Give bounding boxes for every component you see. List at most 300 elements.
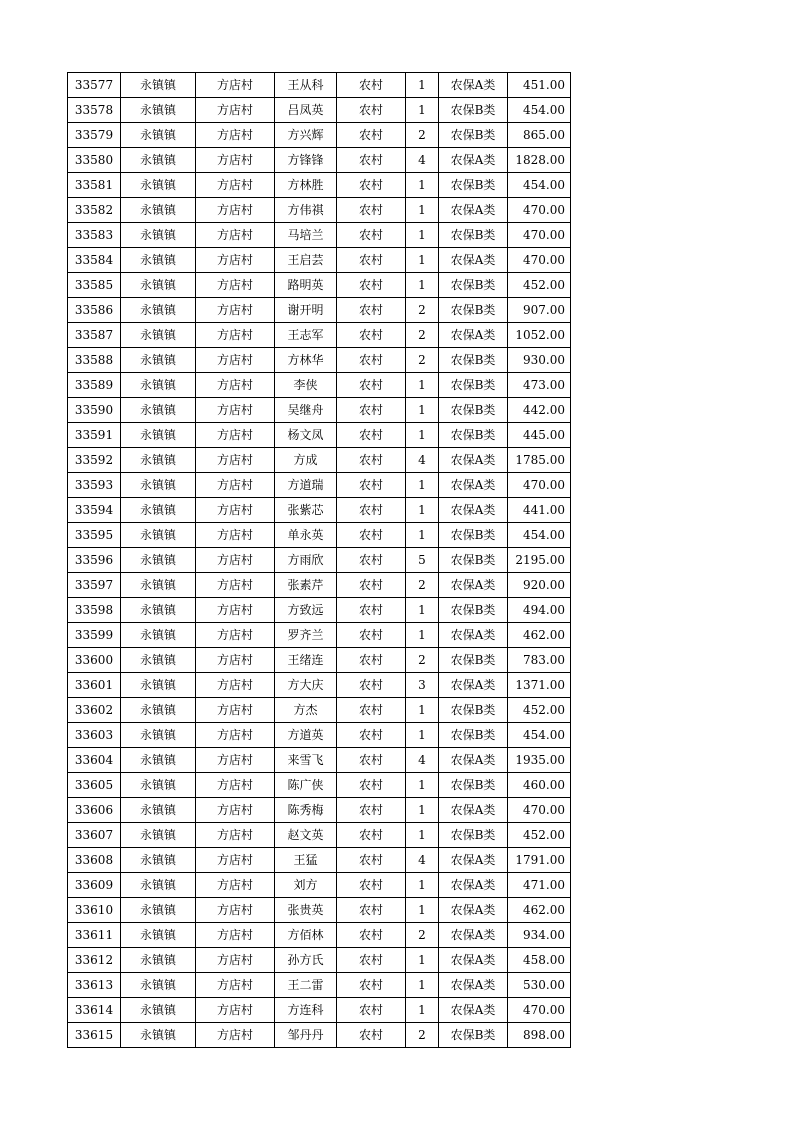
insurance-category-cell: 农保B类 [439,698,508,723]
name-cell: 方大庆 [275,673,337,698]
town-cell: 永镇镇 [121,573,196,598]
insurance-category-cell: 农保B类 [439,123,508,148]
table-row [68,623,571,648]
name-cell: 王启芸 [275,248,337,273]
record-id-cell: 33605 [68,773,121,798]
household-count-cell: 4 [406,748,439,773]
record-id-cell: 33597 [68,573,121,598]
table-row [68,98,571,123]
household-count-cell: 1 [406,248,439,273]
record-id-cell: 33613 [68,973,121,998]
area-type-cell: 农村 [337,748,406,773]
area-type-cell: 农村 [337,648,406,673]
household-count-cell: 2 [406,648,439,673]
insurance-category-cell: 农保B类 [439,823,508,848]
village-cell: 方店村 [196,223,275,248]
town-cell: 永镇镇 [121,248,196,273]
household-count-cell: 1 [406,223,439,248]
area-type-cell: 农村 [337,548,406,573]
record-id-cell: 33581 [68,173,121,198]
area-type-cell: 农村 [337,223,406,248]
area-type-cell: 农村 [337,373,406,398]
table-row [68,598,571,623]
record-id-cell: 33583 [68,223,121,248]
village-cell: 方店村 [196,623,275,648]
name-cell: 王二雷 [275,973,337,998]
name-cell: 张贵英 [275,898,337,923]
record-id-cell: 33599 [68,623,121,648]
table-row [68,723,571,748]
table-row [68,498,571,523]
insurance-category-cell: 农保B类 [439,223,508,248]
area-type-cell: 农村 [337,398,406,423]
village-cell: 方店村 [196,698,275,723]
household-count-cell: 1 [406,473,439,498]
amount-cell: 1935.00 [508,748,571,773]
village-cell: 方店村 [196,248,275,273]
insurance-category-cell: 农保B类 [439,373,508,398]
amount-cell: 470.00 [508,223,571,248]
household-count-cell: 2 [406,123,439,148]
name-cell: 陈广侠 [275,773,337,798]
table-row [68,548,571,573]
household-count-cell: 1 [406,723,439,748]
amount-cell: 470.00 [508,248,571,273]
record-id-cell: 33588 [68,348,121,373]
household-count-cell: 1 [406,98,439,123]
table-row [68,923,571,948]
records-table-body [68,73,571,1048]
amount-cell: 462.00 [508,623,571,648]
table-row [68,73,571,98]
record-id-cell: 33596 [68,548,121,573]
insurance-category-cell: 农保B类 [439,98,508,123]
amount-cell: 934.00 [508,923,571,948]
town-cell: 永镇镇 [121,73,196,98]
area-type-cell: 农村 [337,998,406,1023]
area-type-cell: 农村 [337,598,406,623]
household-count-cell: 1 [406,823,439,848]
insurance-category-cell: 农保B类 [439,348,508,373]
insurance-category-cell: 农保A类 [439,73,508,98]
town-cell: 永镇镇 [121,823,196,848]
village-cell: 方店村 [196,98,275,123]
area-type-cell: 农村 [337,273,406,298]
insurance-category-cell: 农保B类 [439,548,508,573]
name-cell: 单永英 [275,523,337,548]
amount-cell: 445.00 [508,423,571,448]
insurance-category-cell: 农保B类 [439,523,508,548]
household-count-cell: 1 [406,498,439,523]
village-cell: 方店村 [196,648,275,673]
village-cell: 方店村 [196,923,275,948]
insurance-category-cell: 农保A类 [439,623,508,648]
village-cell: 方店村 [196,1023,275,1048]
name-cell: 邹丹丹 [275,1023,337,1048]
table-row [68,123,571,148]
name-cell: 王志军 [275,323,337,348]
village-cell: 方店村 [196,848,275,873]
name-cell: 方锋锋 [275,148,337,173]
insurance-category-cell: 农保A类 [439,973,508,998]
household-count-cell: 2 [406,923,439,948]
village-cell: 方店村 [196,298,275,323]
town-cell: 永镇镇 [121,223,196,248]
town-cell: 永镇镇 [121,998,196,1023]
record-id-cell: 33598 [68,598,121,623]
area-type-cell: 农村 [337,348,406,373]
name-cell: 方林华 [275,348,337,373]
name-cell: 吴继舟 [275,398,337,423]
town-cell: 永镇镇 [121,523,196,548]
insurance-category-cell: 农保B类 [439,648,508,673]
record-id-cell: 33604 [68,748,121,773]
name-cell: 来雪飞 [275,748,337,773]
amount-cell: 470.00 [508,198,571,223]
town-cell: 永镇镇 [121,323,196,348]
name-cell: 吕凤英 [275,98,337,123]
insurance-category-cell: 农保A类 [439,948,508,973]
area-type-cell: 农村 [337,573,406,598]
records-table [67,72,571,1048]
amount-cell: 470.00 [508,798,571,823]
record-id-cell: 33614 [68,998,121,1023]
area-type-cell: 农村 [337,848,406,873]
household-count-cell: 3 [406,673,439,698]
area-type-cell: 农村 [337,473,406,498]
amount-cell: 920.00 [508,573,571,598]
household-count-cell: 1 [406,948,439,973]
record-id-cell: 33608 [68,848,121,873]
amount-cell: 470.00 [508,473,571,498]
insurance-category-cell: 农保B类 [439,598,508,623]
record-id-cell: 33589 [68,373,121,398]
table-row [68,423,571,448]
name-cell: 孙方氏 [275,948,337,973]
record-id-cell: 33591 [68,423,121,448]
town-cell: 永镇镇 [121,173,196,198]
area-type-cell: 农村 [337,923,406,948]
table-row [68,773,571,798]
record-id-cell: 33578 [68,98,121,123]
village-cell: 方店村 [196,448,275,473]
name-cell: 方杰 [275,698,337,723]
amount-cell: 898.00 [508,1023,571,1048]
record-id-cell: 33590 [68,398,121,423]
town-cell: 永镇镇 [121,398,196,423]
amount-cell: 2195.00 [508,548,571,573]
name-cell: 刘方 [275,873,337,898]
table-row [68,223,571,248]
amount-cell: 530.00 [508,973,571,998]
name-cell: 方连科 [275,998,337,1023]
record-id-cell: 33600 [68,648,121,673]
household-count-cell: 2 [406,348,439,373]
town-cell: 永镇镇 [121,123,196,148]
record-id-cell: 33601 [68,673,121,698]
area-type-cell: 农村 [337,73,406,98]
village-cell: 方店村 [196,748,275,773]
record-id-cell: 33577 [68,73,121,98]
insurance-category-cell: 农保A类 [439,798,508,823]
household-count-cell: 1 [406,698,439,723]
insurance-category-cell: 农保A类 [439,248,508,273]
town-cell: 永镇镇 [121,1023,196,1048]
area-type-cell: 农村 [337,323,406,348]
amount-cell: 441.00 [508,498,571,523]
amount-cell: 907.00 [508,298,571,323]
record-id-cell: 33606 [68,798,121,823]
village-cell: 方店村 [196,948,275,973]
town-cell: 永镇镇 [121,498,196,523]
area-type-cell: 农村 [337,623,406,648]
insurance-category-cell: 农保B类 [439,273,508,298]
amount-cell: 454.00 [508,173,571,198]
village-cell: 方店村 [196,123,275,148]
household-count-cell: 2 [406,1023,439,1048]
amount-cell: 452.00 [508,698,571,723]
record-id-cell: 33586 [68,298,121,323]
village-cell: 方店村 [196,423,275,448]
area-type-cell: 农村 [337,423,406,448]
area-type-cell: 农村 [337,523,406,548]
village-cell: 方店村 [196,773,275,798]
insurance-category-cell: 农保A类 [439,473,508,498]
name-cell: 方成 [275,448,337,473]
name-cell: 赵文英 [275,823,337,848]
insurance-category-cell: 农保A类 [439,923,508,948]
table-row [68,473,571,498]
table-row [68,823,571,848]
record-id-cell: 33602 [68,698,121,723]
amount-cell: 454.00 [508,98,571,123]
record-id-cell: 33585 [68,273,121,298]
insurance-category-cell: 农保A类 [439,573,508,598]
amount-cell: 473.00 [508,373,571,398]
village-cell: 方店村 [196,723,275,748]
village-cell: 方店村 [196,973,275,998]
amount-cell: 460.00 [508,773,571,798]
town-cell: 永镇镇 [121,298,196,323]
town-cell: 永镇镇 [121,473,196,498]
household-count-cell: 1 [406,423,439,448]
town-cell: 永镇镇 [121,348,196,373]
area-type-cell: 农村 [337,798,406,823]
village-cell: 方店村 [196,148,275,173]
insurance-category-cell: 农保A类 [439,448,508,473]
household-count-cell: 1 [406,998,439,1023]
name-cell: 杨文凤 [275,423,337,448]
area-type-cell: 农村 [337,173,406,198]
table-row [68,298,571,323]
amount-cell: 471.00 [508,873,571,898]
insurance-category-cell: 农保A类 [439,873,508,898]
area-type-cell: 农村 [337,698,406,723]
area-type-cell: 农村 [337,673,406,698]
table-row [68,998,571,1023]
name-cell: 王猛 [275,848,337,873]
village-cell: 方店村 [196,348,275,373]
area-type-cell: 农村 [337,98,406,123]
area-type-cell: 农村 [337,198,406,223]
town-cell: 永镇镇 [121,673,196,698]
name-cell: 李侠 [275,373,337,398]
area-type-cell: 农村 [337,723,406,748]
insurance-category-cell: 农保B类 [439,298,508,323]
town-cell: 永镇镇 [121,423,196,448]
insurance-category-cell: 农保B类 [439,1023,508,1048]
insurance-category-cell: 农保B类 [439,773,508,798]
town-cell: 永镇镇 [121,148,196,173]
record-id-cell: 33607 [68,823,121,848]
village-cell: 方店村 [196,473,275,498]
amount-cell: 462.00 [508,898,571,923]
household-count-cell: 4 [406,448,439,473]
area-type-cell: 农村 [337,123,406,148]
record-id-cell: 33579 [68,123,121,148]
village-cell: 方店村 [196,373,275,398]
area-type-cell: 农村 [337,823,406,848]
table-row [68,1023,571,1048]
area-type-cell: 农村 [337,1023,406,1048]
area-type-cell: 农村 [337,498,406,523]
household-count-cell: 1 [406,398,439,423]
household-count-cell: 1 [406,623,439,648]
area-type-cell: 农村 [337,898,406,923]
amount-cell: 1791.00 [508,848,571,873]
name-cell: 张素芹 [275,573,337,598]
name-cell: 张紫芯 [275,498,337,523]
area-type-cell: 农村 [337,948,406,973]
name-cell: 方雨欣 [275,548,337,573]
area-type-cell: 农村 [337,448,406,473]
household-count-cell: 1 [406,273,439,298]
table-row [68,848,571,873]
table-row [68,523,571,548]
name-cell: 方兴辉 [275,123,337,148]
village-cell: 方店村 [196,173,275,198]
town-cell: 永镇镇 [121,798,196,823]
village-cell: 方店村 [196,598,275,623]
insurance-category-cell: 农保B类 [439,173,508,198]
name-cell: 方道英 [275,723,337,748]
insurance-category-cell: 农保B类 [439,723,508,748]
record-id-cell: 33587 [68,323,121,348]
record-id-cell: 33594 [68,498,121,523]
village-cell: 方店村 [196,273,275,298]
name-cell: 方伟祺 [275,198,337,223]
household-count-cell: 4 [406,148,439,173]
household-count-cell: 2 [406,298,439,323]
amount-cell: 1371.00 [508,673,571,698]
town-cell: 永镇镇 [121,623,196,648]
record-id-cell: 33582 [68,198,121,223]
table-row [68,173,571,198]
table-row [68,373,571,398]
table-row [68,648,571,673]
village-cell: 方店村 [196,798,275,823]
record-id-cell: 33580 [68,148,121,173]
name-cell: 谢开明 [275,298,337,323]
town-cell: 永镇镇 [121,848,196,873]
area-type-cell: 农村 [337,148,406,173]
village-cell: 方店村 [196,823,275,848]
insurance-category-cell: 农保B类 [439,398,508,423]
household-count-cell: 1 [406,373,439,398]
household-count-cell: 2 [406,573,439,598]
amount-cell: 452.00 [508,273,571,298]
name-cell: 王从科 [275,73,337,98]
town-cell: 永镇镇 [121,273,196,298]
insurance-category-cell: 农保A类 [439,748,508,773]
town-cell: 永镇镇 [121,648,196,673]
table-row [68,873,571,898]
amount-cell: 452.00 [508,823,571,848]
name-cell: 方致远 [275,598,337,623]
village-cell: 方店村 [196,898,275,923]
name-cell: 陈秀梅 [275,798,337,823]
amount-cell: 451.00 [508,73,571,98]
town-cell: 永镇镇 [121,948,196,973]
household-count-cell: 1 [406,523,439,548]
amount-cell: 494.00 [508,598,571,623]
name-cell: 马培兰 [275,223,337,248]
town-cell: 永镇镇 [121,448,196,473]
insurance-category-cell: 农保A类 [439,498,508,523]
insurance-category-cell: 农保A类 [439,148,508,173]
town-cell: 永镇镇 [121,548,196,573]
document-page [67,72,571,1048]
table-row [68,198,571,223]
record-id-cell: 33609 [68,873,121,898]
record-id-cell: 33584 [68,248,121,273]
table-row [68,323,571,348]
record-id-cell: 33611 [68,923,121,948]
town-cell: 永镇镇 [121,98,196,123]
area-type-cell: 农村 [337,973,406,998]
household-count-cell: 5 [406,548,439,573]
town-cell: 永镇镇 [121,698,196,723]
household-count-cell: 1 [406,598,439,623]
village-cell: 方店村 [196,398,275,423]
area-type-cell: 农村 [337,248,406,273]
household-count-cell: 1 [406,898,439,923]
household-count-cell: 1 [406,798,439,823]
amount-cell: 454.00 [508,723,571,748]
household-count-cell: 1 [406,198,439,223]
amount-cell: 1828.00 [508,148,571,173]
household-count-cell: 1 [406,873,439,898]
table-row [68,673,571,698]
village-cell: 方店村 [196,498,275,523]
table-row [68,973,571,998]
town-cell: 永镇镇 [121,773,196,798]
area-type-cell: 农村 [337,298,406,323]
amount-cell: 454.00 [508,523,571,548]
table-row [68,898,571,923]
area-type-cell: 农村 [337,773,406,798]
village-cell: 方店村 [196,523,275,548]
record-id-cell: 33612 [68,948,121,973]
name-cell: 方道瑞 [275,473,337,498]
town-cell: 永镇镇 [121,373,196,398]
table-row [68,348,571,373]
town-cell: 永镇镇 [121,198,196,223]
record-id-cell: 33610 [68,898,121,923]
table-row [68,948,571,973]
amount-cell: 783.00 [508,648,571,673]
insurance-category-cell: 农保A类 [439,198,508,223]
